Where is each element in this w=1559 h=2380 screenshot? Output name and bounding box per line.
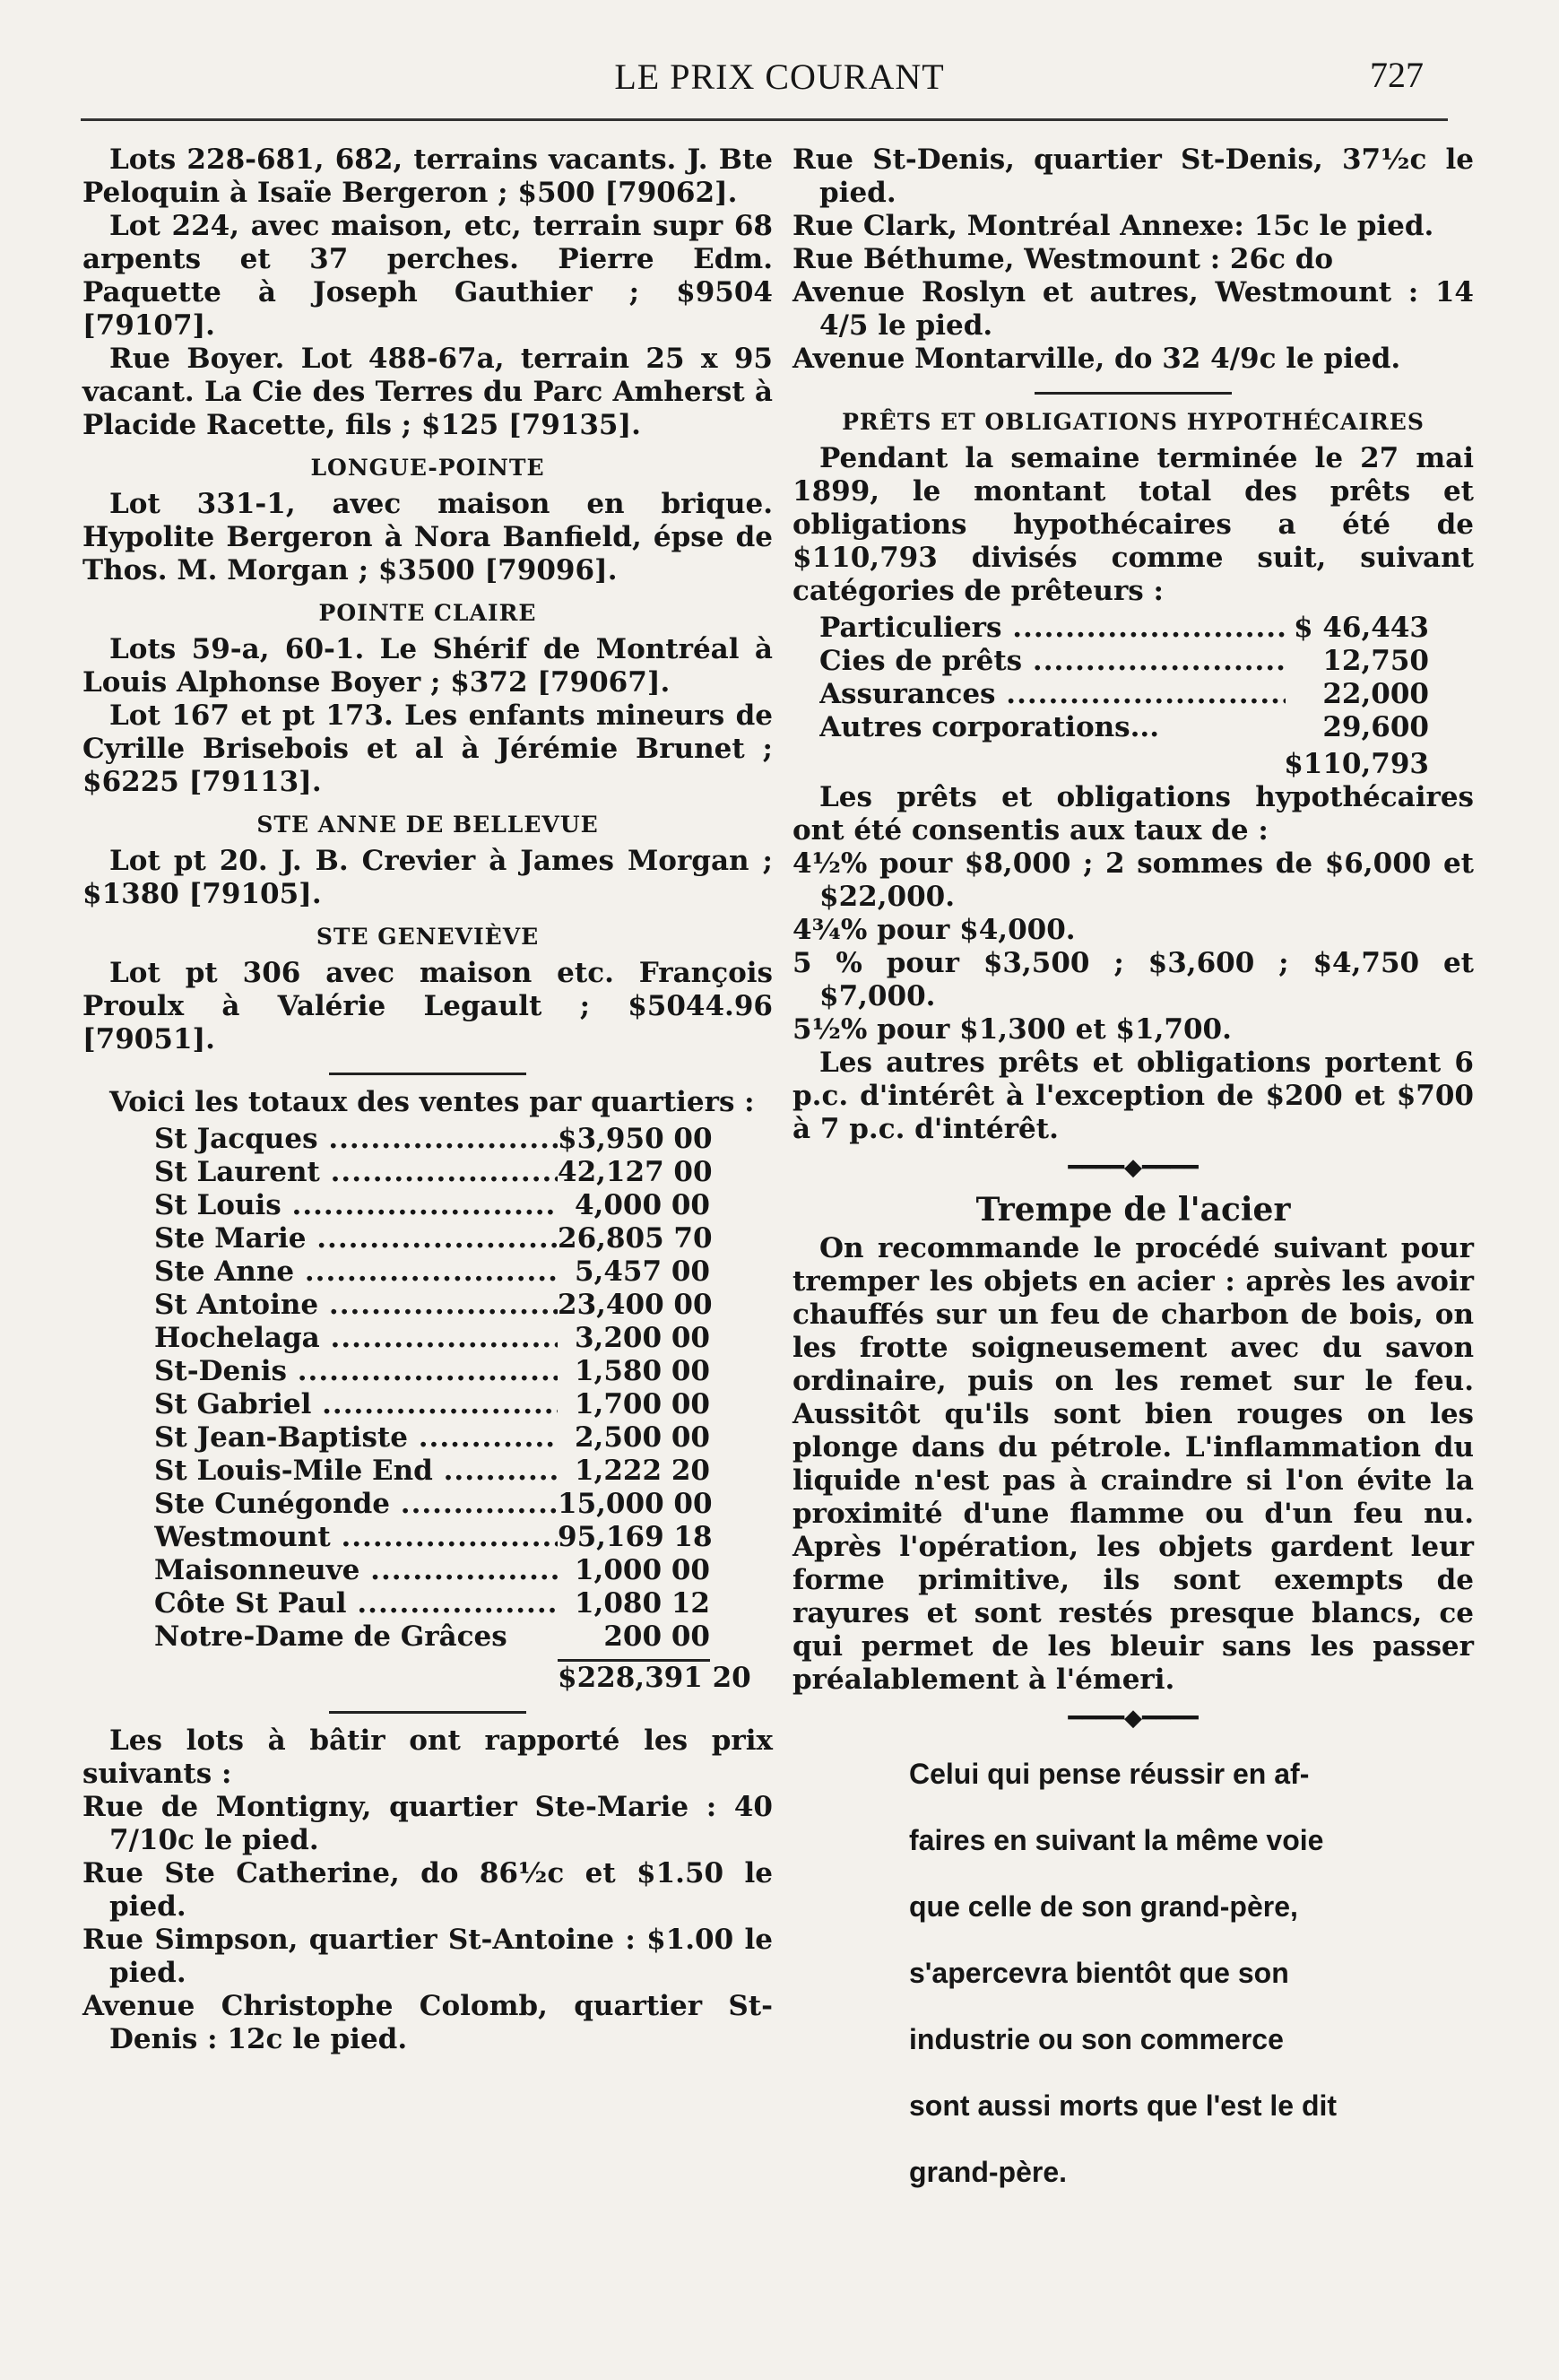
quartier-value: 2,500 00 <box>574 1421 710 1454</box>
quartier-value: 1,222 20 <box>574 1455 710 1487</box>
paragraph: Lot 331-1, avec maison en brique. Hypolite Bergeron à Nora Banfield, épse de Thos. M. Morgan ; $3500 [79096]. <box>82 488 773 586</box>
table-row <box>154 1587 710 1620</box>
quartier-name: St Louis ..... <box>154 1189 558 1222</box>
divider <box>329 1711 526 1714</box>
quartier-name: Westmount ..... <box>154 1521 558 1554</box>
rate-entry: 5 % pour $3,500 ; $3,600 ; $4,750 et $7,000. <box>792 947 1474 1012</box>
quote-line: sont aussi morts que l'est le dit <box>909 2089 1338 2122</box>
table-row <box>819 612 1429 645</box>
quote-line: Celui qui pense réussir en af- <box>909 1758 1310 1790</box>
section-heading: STE ANNE DE BELLEVUE <box>256 812 599 838</box>
quartier-name: Ste Marie ..... <box>154 1222 558 1255</box>
quartier-name: St Jean-Baptiste ..... <box>154 1421 558 1455</box>
quartier-value: 1,580 00 <box>574 1355 710 1387</box>
table-row <box>154 1388 710 1421</box>
table-row <box>154 1189 710 1222</box>
ornament-divider: ━━━━◆━━━━ <box>1068 1705 1199 1732</box>
divider <box>1035 392 1232 395</box>
paragraph: Pendant la semaine terminée le 27 mai 1899, le montant total des prêts et obligations hypothécaires a été de $110,793 divisés comme suit, suivant catégories de prêteurs : <box>792 442 1474 607</box>
quartier-value: 23,400 00 <box>558 1289 713 1321</box>
price-entry: Rue Béthume, Westmount : 26c do <box>792 243 1334 275</box>
page-number: 727 <box>1370 55 1424 95</box>
quartier-name: St Antoine ..... <box>154 1289 558 1322</box>
quartier-name: Côte St Paul ..... <box>154 1587 558 1620</box>
price-entry: Rue Simpson, quartier St-Antoine : $1.00 le pied. <box>82 1924 773 1989</box>
section-heading: POINTE CLAIRE <box>318 600 537 626</box>
rate-entry: 4¾% pour $4,000. <box>792 914 1076 946</box>
paragraph: Les autres prêts et obligations portent 6 p.c. d'intérêt à l'exception de $200 et $700 à 7 p.c. d'intérêt. <box>792 1047 1474 1145</box>
table-row <box>154 1255 710 1289</box>
price-entry: Rue Ste Catherine, do 86½c et $1.50 le pied. <box>82 1857 773 1923</box>
section-heading: LONGUE-POINTE <box>310 455 545 481</box>
lender-name: Autres corporations... <box>819 711 1160 743</box>
table-row <box>154 1554 710 1587</box>
quote-line: faires en suivant la même voie <box>909 1824 1324 1856</box>
quartier-value: 5,457 00 <box>574 1255 710 1288</box>
table-row <box>819 645 1429 678</box>
quartier-value: 42,127 00 <box>558 1156 713 1188</box>
paragraph: Rue Boyer. Lot 488-67a, terrain 25 x 95 vacant. La Cie des Terres du Parc Amherst à Placide Racette, fils ; $125 [79135]. <box>82 343 773 441</box>
paragraph: Lot 167 et pt 173. Les enfants mineurs de Cyrille Brisebois et al à Jérémie Brunet ; $6225 [79113]. <box>82 699 773 798</box>
quartier-name: St-Denis ..... <box>154 1355 558 1388</box>
price-entry: Rue Clark, Montréal Annexe: 15c le pied. <box>792 210 1434 242</box>
left-column <box>82 143 773 2056</box>
price-entry: Avenue Christophe Colomb, quartier St-Denis : 12c le pied. <box>82 1990 773 2055</box>
quote-line: que celle de son grand-père, <box>909 1890 1298 1923</box>
sales-total: $228,391 20 <box>558 1662 751 1694</box>
table-row <box>154 1488 713 1521</box>
rate-entry: 5½% pour $1,300 et $1,700. <box>792 1013 1232 1046</box>
quote-block <box>909 1741 1474 2205</box>
paragraph: Lot pt 20. J. B. Crevier à James Morgan ; $1380 [79105]. <box>82 845 773 910</box>
right-column <box>792 143 1474 2205</box>
table-row <box>819 711 1429 744</box>
quartier-value: $3,950 00 <box>558 1123 713 1155</box>
rate-entry: 4½% pour $8,000 ; 2 sommes de $6,000 et $22,000. <box>792 847 1474 913</box>
section-heading: PRÊTS ET OBLIGATIONS HYPOTHÉCAIRES <box>842 409 1425 435</box>
table-row <box>154 1421 710 1455</box>
quartier-name: Hochelaga ..... <box>154 1322 558 1355</box>
ornament-divider: ━━━━◆━━━━ <box>1068 1154 1199 1181</box>
table-row <box>154 1123 713 1156</box>
quartier-name: St Gabriel ..... <box>154 1388 558 1421</box>
table-row <box>154 1455 710 1488</box>
table-row <box>154 1620 710 1654</box>
loans-total: $110,793 <box>1284 748 1429 780</box>
paragraph: Les prêts et obligations hypothécaires ont été consentis aux taux de : <box>792 781 1474 847</box>
table-row <box>154 1355 710 1388</box>
lender-name: Particuliers ..... <box>819 612 1286 645</box>
paragraph: Lot pt 306 avec maison etc. François Proulx à Valérie Legault ; $5044.96 [79051]. <box>82 957 773 1055</box>
price-entry: Rue St-Denis, quartier St-Denis, 37½c le pied. <box>792 143 1474 209</box>
quartier-name: Notre-Dame de Grâces <box>154 1620 507 1653</box>
divider <box>329 1073 526 1075</box>
quartier-name: St Laurent ..... <box>154 1156 558 1189</box>
quote-line: industrie ou son commerce <box>909 2023 1284 2055</box>
quartier-value: 1,000 00 <box>574 1554 710 1586</box>
quartier-value: 3,200 00 <box>574 1322 710 1354</box>
paragraph: Les lots à bâtir ont rapporté les prix suivants : <box>82 1724 773 1790</box>
table-row <box>154 1521 713 1554</box>
lender-value: $ 46,443 <box>1293 612 1429 644</box>
lender-value: 22,000 <box>1322 678 1429 710</box>
lender-name: Cies de prêts ..... <box>819 645 1286 678</box>
sales-table <box>154 1123 751 1695</box>
quartier-name: Ste Cunégonde ..... <box>154 1488 558 1521</box>
lender-value: 29,600 <box>1322 711 1429 743</box>
lender-value: 12,750 <box>1322 645 1429 677</box>
paragraph: Lots 228-681, 682, terrains vacants. J. Bte Peloquin à Isaïe Bergeron ; $500 [79062]. <box>82 143 773 209</box>
quartier-value: 95,169 18 <box>558 1521 713 1553</box>
paragraph: Lot 224, avec maison, etc, terrain supr 68 arpents et 37 perches. Pierre Edm. Paquette à Joseph Gauthier ; $9504 [79107]. <box>82 210 773 342</box>
loans-table <box>819 612 1429 744</box>
quartier-value: 1,080 12 <box>574 1587 710 1620</box>
quartier-value: 200 00 <box>603 1620 710 1653</box>
paragraph: Voici les totaux des ventes par quartiers : <box>109 1086 755 1118</box>
quartier-name: Ste Anne ..... <box>154 1255 558 1289</box>
section-heading: STE GENEVIÈVE <box>316 924 540 950</box>
quote-line: grand-père. <box>909 2156 1068 2188</box>
total-row <box>154 1662 751 1695</box>
paragraph: On recommande le procédé suivant pour tremper les objets en acier : après les avoir chauffés sur un feu de charbon de bois, on les frotte soigneusement avec du savon ordinaire, puis on les remet sur le feu. Aussitôt qu'ils sont bien rouges on les plonge dans du pétrole. L'inflammation du liquide n'est pas à craindre si l'on évite la proximité d'une flamme ou d'un feu nu. Après l'opération, les objets gardent leur forme primitive, ils sont exempts de rayures et sont restés presque blancs, ce qui permet de les bleuir sans les passer préalablement à l'émeri. <box>792 1232 1474 1696</box>
quartier-name: Maisonneuve ..... <box>154 1554 558 1587</box>
quartier-value: 15,000 00 <box>558 1488 713 1520</box>
header-rule <box>81 118 1448 121</box>
quartier-value: 26,805 70 <box>558 1222 713 1255</box>
quartier-name: St Jacques ..... <box>154 1123 558 1156</box>
table-row <box>819 678 1429 711</box>
price-entry: Avenue Montarville, do 32 4/9c le pied. <box>792 343 1401 375</box>
article-title: Trempe de l'acier <box>975 1191 1291 1229</box>
lender-name: Assurances ..... <box>819 678 1286 711</box>
quartier-value: 4,000 00 <box>574 1189 710 1221</box>
quartier-value: 1,700 00 <box>574 1388 710 1420</box>
quote-line: s'apercevra bientôt que son <box>909 1957 1289 1989</box>
paragraph: Lots 59-a, 60-1. Le Shérif de Montréal à Louis Alphonse Boyer ; $372 [79067]. <box>82 633 773 699</box>
price-entry: Rue de Montigny, quartier Ste-Marie : 40 7/10c le pied. <box>82 1791 773 1856</box>
page-title: LE PRIX COURANT <box>614 56 945 97</box>
price-entry: Avenue Roslyn et autres, Westmount : 14 4/5 le pied. <box>792 276 1474 342</box>
table-row <box>154 1222 713 1255</box>
table-row <box>154 1322 710 1355</box>
quartier-name: St Louis-Mile End ..... <box>154 1455 558 1488</box>
table-row <box>154 1289 713 1322</box>
table-row <box>154 1156 713 1189</box>
